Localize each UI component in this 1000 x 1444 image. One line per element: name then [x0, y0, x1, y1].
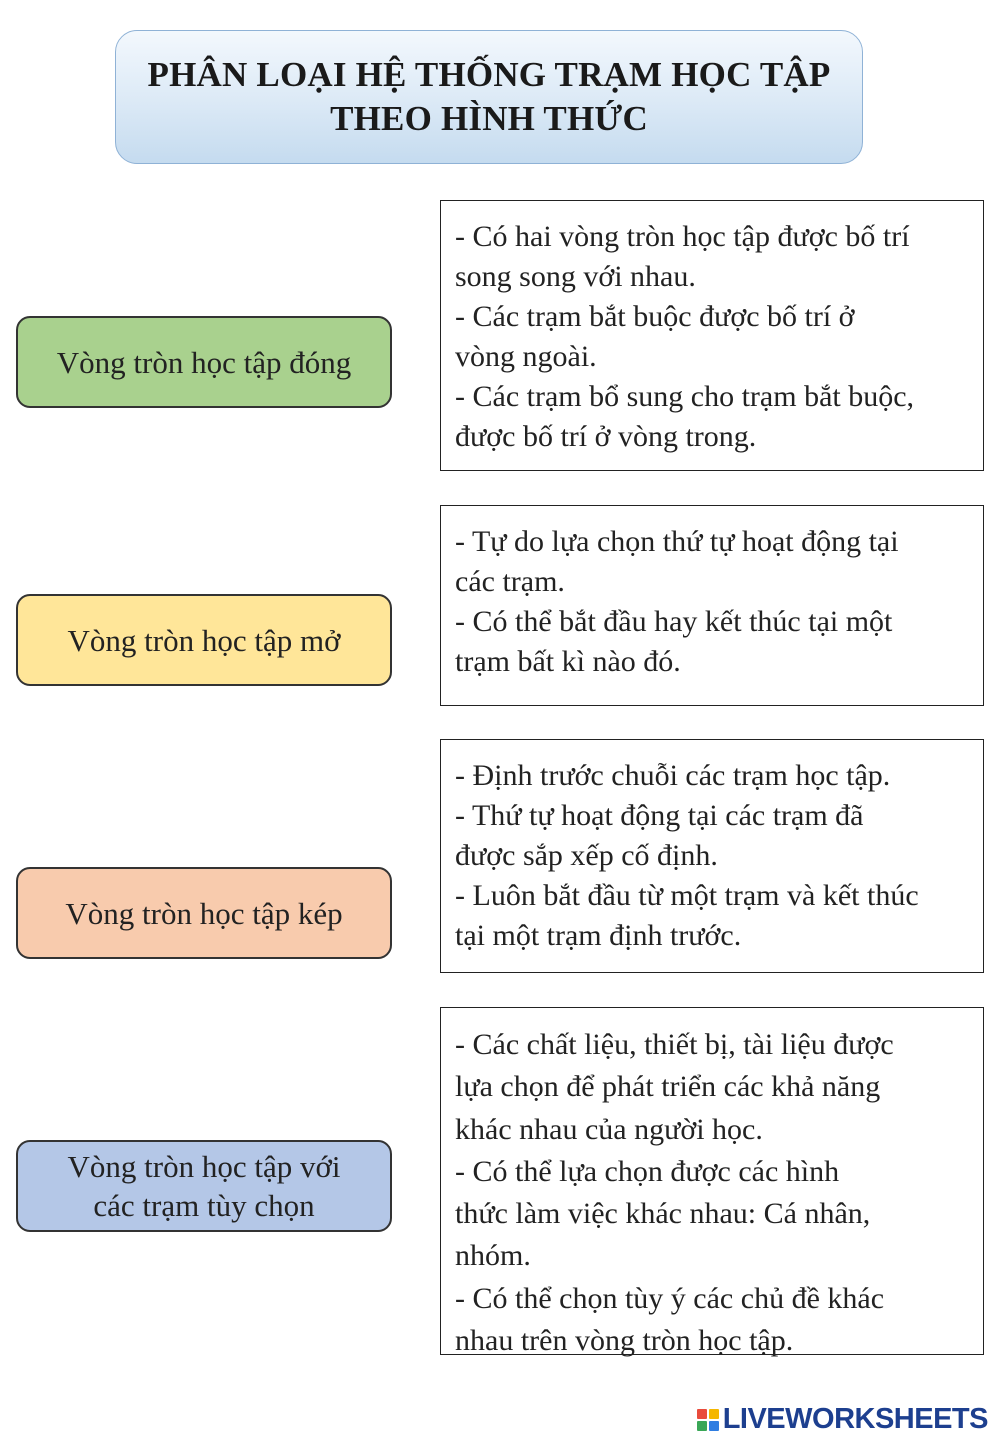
description-line: tại một trạm định trước. — [455, 919, 742, 952]
liveworksheets-watermark — [697, 1403, 988, 1436]
label-text: Vòng tròn học tập với — [67, 1149, 341, 1184]
description-line: - Luôn bắt đầu từ một trạm và kết thúc — [455, 879, 919, 912]
description-line: - Các trạm bổ sung cho trạm bắt buộc, — [455, 380, 915, 413]
logo-square — [697, 1421, 707, 1431]
description-closed-circle — [440, 200, 984, 471]
description-line: được sắp xếp cố định. — [455, 839, 718, 872]
description-line: nhau trên vòng tròn học tập. — [455, 1324, 794, 1358]
description-line: nhóm. — [455, 1239, 531, 1273]
description-line: - Định trước chuỗi các trạm học tập. — [455, 759, 891, 792]
logo-square — [709, 1421, 719, 1431]
logo-square — [709, 1409, 719, 1419]
label-double-circle — [16, 867, 392, 959]
description-line: - Có thể chọn tùy ý các chủ đề khác — [455, 1281, 885, 1315]
label-optional-stations — [16, 1140, 392, 1232]
description-line: - Có thể lựa chọn được các hình — [455, 1154, 840, 1188]
logo-square — [697, 1409, 707, 1419]
description-line: - Tự do lựa chọn thứ tự hoạt động tại — [455, 525, 899, 558]
label-text: Vòng tròn học tập mở — [67, 622, 341, 658]
description-line: - Có thể bắt đầu hay kết thúc tại một — [455, 605, 893, 638]
liveworksheets-logo-icon — [697, 1409, 719, 1431]
description-line: được bố trí ở vòng trong. — [455, 420, 757, 453]
title-line-1: PHÂN LOẠI HỆ THỐNG TRẠM HỌC TẬP — [147, 55, 831, 94]
description-open-circle — [440, 505, 984, 706]
description-optional-stations — [440, 1007, 984, 1358]
description-line: - Các trạm bắt buộc được bố trí ở — [455, 300, 855, 333]
description-line: - Các chất liệu, thiết bị, tài liệu được — [455, 1028, 894, 1061]
description-line: - Có hai vòng tròn học tập được bố trí — [455, 220, 910, 253]
label-text: Vòng tròn học tập kép — [65, 895, 343, 931]
description-line: lựa chọn để phát triển các khả năng — [455, 1070, 881, 1104]
label-text: các trạm tùy chọn — [93, 1188, 315, 1223]
description-line: song song với nhau. — [455, 260, 696, 293]
description-line: trạm bất kì nào đó. — [455, 645, 681, 678]
description-double-circle — [440, 739, 984, 973]
title-line-2: THEO HÌNH THỨC — [330, 99, 648, 138]
description-line: - Thứ tự hoạt động tại các trạm đã — [455, 799, 864, 832]
description-line: thức làm việc khác nhau: Cá nhân, — [455, 1197, 871, 1231]
description-line: khác nhau của người học. — [455, 1112, 763, 1146]
description-line: vòng ngoài. — [455, 340, 597, 373]
label-open-circle — [16, 594, 392, 686]
description-line: các trạm. — [455, 565, 565, 598]
title-box — [115, 30, 863, 164]
label-text: Vòng tròn học tập đóng — [56, 344, 352, 380]
label-closed-circle — [16, 316, 392, 408]
liveworksheets-brand: LIVEWORKSHEETS — [722, 1403, 988, 1435]
